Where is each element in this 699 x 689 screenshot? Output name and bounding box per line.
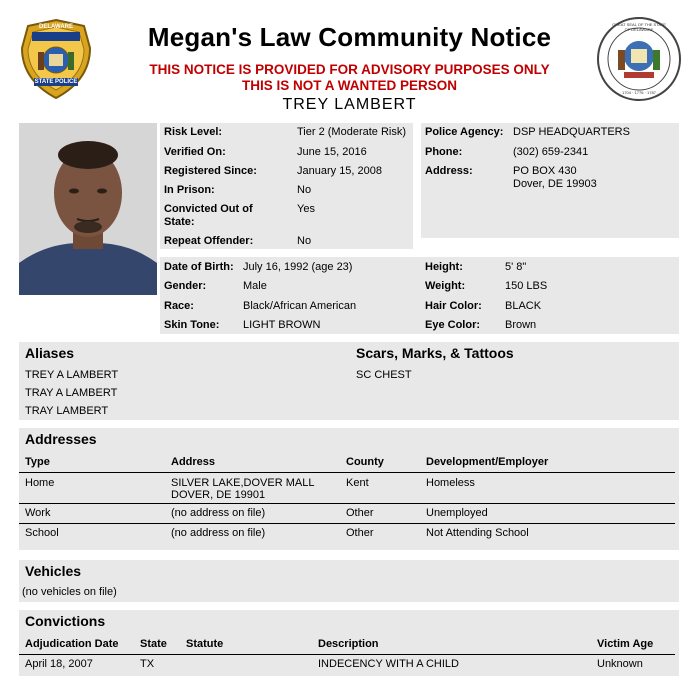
address-col-employer: Development/Employer — [426, 456, 549, 468]
address-row-county: Kent — [346, 477, 369, 489]
address-col-address: Address — [171, 456, 216, 468]
conviction-col-date: Adjudication Date — [25, 638, 119, 650]
dob-value: July 16, 1992 (age 23) — [243, 261, 353, 273]
in-prison-value: No — [297, 184, 312, 196]
address-row-rule — [19, 523, 675, 524]
address-row-line1: (no address on file) — [171, 527, 266, 539]
agency-address-line-1: PO BOX 430 — [513, 165, 577, 177]
scar-item: SC CHEST — [356, 369, 412, 381]
address-row-type: Home — [25, 477, 55, 489]
race-label: Race: — [164, 300, 194, 312]
personal-panel — [160, 257, 679, 334]
advisory-line-2: THIS IS NOT A WANTED PERSON — [241, 78, 457, 93]
badge-bottom-text: STATE POLICE — [34, 79, 78, 85]
weight-value: 150 LBS — [505, 280, 548, 292]
registered-label: Registered Since: — [164, 165, 257, 177]
hair-color-value: BLACK — [505, 300, 542, 312]
police-agency-value: DSP HEADQUARTERS — [513, 126, 630, 138]
eye-color-label: Eye Color: — [425, 319, 481, 331]
phone-label: Phone: — [425, 146, 463, 158]
phone-value: (302) 659-2341 — [513, 146, 589, 158]
address-col-county: County — [346, 456, 384, 468]
address-row-line1: (no address on file) — [171, 507, 266, 519]
race-value: Black/African American — [243, 300, 357, 312]
repeat-offender-label: Repeat Offender: — [164, 235, 254, 247]
seal-ring-text: GREAT SEAL OF THE STATE OF DELAWARE — [612, 22, 666, 32]
address-row-employer: Not Attending School — [426, 527, 529, 539]
hair-color-label: Hair Color: — [425, 300, 482, 312]
convicted-out-label-1: Convicted Out of — [164, 203, 253, 215]
convicted-out-value: Yes — [297, 203, 315, 215]
address-row-employer: Unemployed — [426, 507, 488, 519]
eye-color-value: Brown — [505, 319, 537, 331]
conviction-col-state: State — [140, 638, 167, 650]
vehicles-note: (no vehicles on file) — [22, 586, 117, 598]
conviction-col-description: Description — [318, 638, 379, 650]
addresses-title: Addresses — [25, 431, 97, 447]
address-row-county: Other — [346, 527, 374, 539]
seal-years: 1704 · 1776 · 1787 — [622, 90, 656, 95]
conviction-row-victim-age: Unknown — [597, 658, 643, 670]
address-row-type: School — [25, 527, 59, 539]
gender-value: Male — [243, 280, 267, 292]
skin-tone-value: LIGHT BROWN — [243, 319, 321, 331]
alias-item: TRAY LAMBERT — [25, 405, 109, 417]
advisory-line-1: THIS NOTICE IS PROVIDED FOR ADVISORY PURPOSES ONLY — [149, 62, 550, 77]
address-row-rule — [19, 503, 675, 504]
height-label: Height: — [425, 261, 463, 273]
in-prison-label: In Prison: — [164, 184, 215, 196]
conviction-row-date: April 18, 2007 — [25, 658, 93, 670]
address-header-rule — [19, 472, 675, 473]
agency-address-line-2: Dover, DE 19903 — [513, 178, 597, 190]
registered-value: January 15, 2008 — [297, 165, 383, 177]
risk-level-label: Risk Level: — [164, 126, 223, 138]
scars-title: Scars, Marks, & Tattoos — [356, 345, 514, 361]
offender-photo — [19, 123, 157, 295]
address-row-line2: DOVER, DE 19901 — [171, 489, 266, 501]
person-name: TREY LAMBERT — [282, 96, 417, 113]
weight-label: Weight: — [425, 280, 466, 292]
police-agency-label: Police Agency: — [425, 126, 504, 138]
address-col-type: Type — [25, 456, 50, 468]
page-title: Megan's Law Community Notice — [147, 22, 552, 52]
address-row-employer: Homeless — [426, 477, 475, 489]
aliases-scars-panel — [19, 342, 679, 420]
address-row-line1: SILVER LAKE,DOVER MALL — [171, 477, 315, 489]
height-value: 5' 8" — [505, 261, 527, 273]
vehicles-title: Vehicles — [25, 563, 82, 579]
conviction-col-statute: Statute — [186, 638, 224, 650]
convicted-out-label-2: State: — [164, 216, 195, 228]
agency-address-label: Address: — [425, 165, 473, 177]
address-row-type: Work — [25, 507, 51, 519]
alias-item: TREY A LAMBERT — [25, 369, 119, 381]
convictions-title: Convictions — [25, 613, 106, 629]
gender-label: Gender: — [164, 280, 207, 292]
verified-label: Verified On: — [164, 146, 226, 158]
repeat-offender-value: No — [297, 235, 312, 247]
conviction-row-description: INDECENCY WITH A CHILD — [318, 658, 459, 670]
vehicles-panel — [19, 560, 679, 602]
aliases-title: Aliases — [25, 345, 75, 361]
alias-item: TRAY A LAMBERT — [25, 387, 118, 399]
skin-tone-label: Skin Tone: — [164, 319, 220, 331]
risk-level-value: Tier 2 (Moderate Risk) — [297, 126, 407, 138]
dob-label: Date of Birth: — [164, 261, 234, 273]
badge-top-text: DELAWARE — [38, 24, 73, 30]
conviction-row-state: TX — [140, 658, 155, 670]
conviction-col-victim-age: Victim Age — [597, 638, 654, 650]
address-row-county: Other — [346, 507, 374, 519]
verified-value: June 15, 2016 — [297, 146, 367, 158]
conviction-header-rule — [19, 654, 675, 655]
